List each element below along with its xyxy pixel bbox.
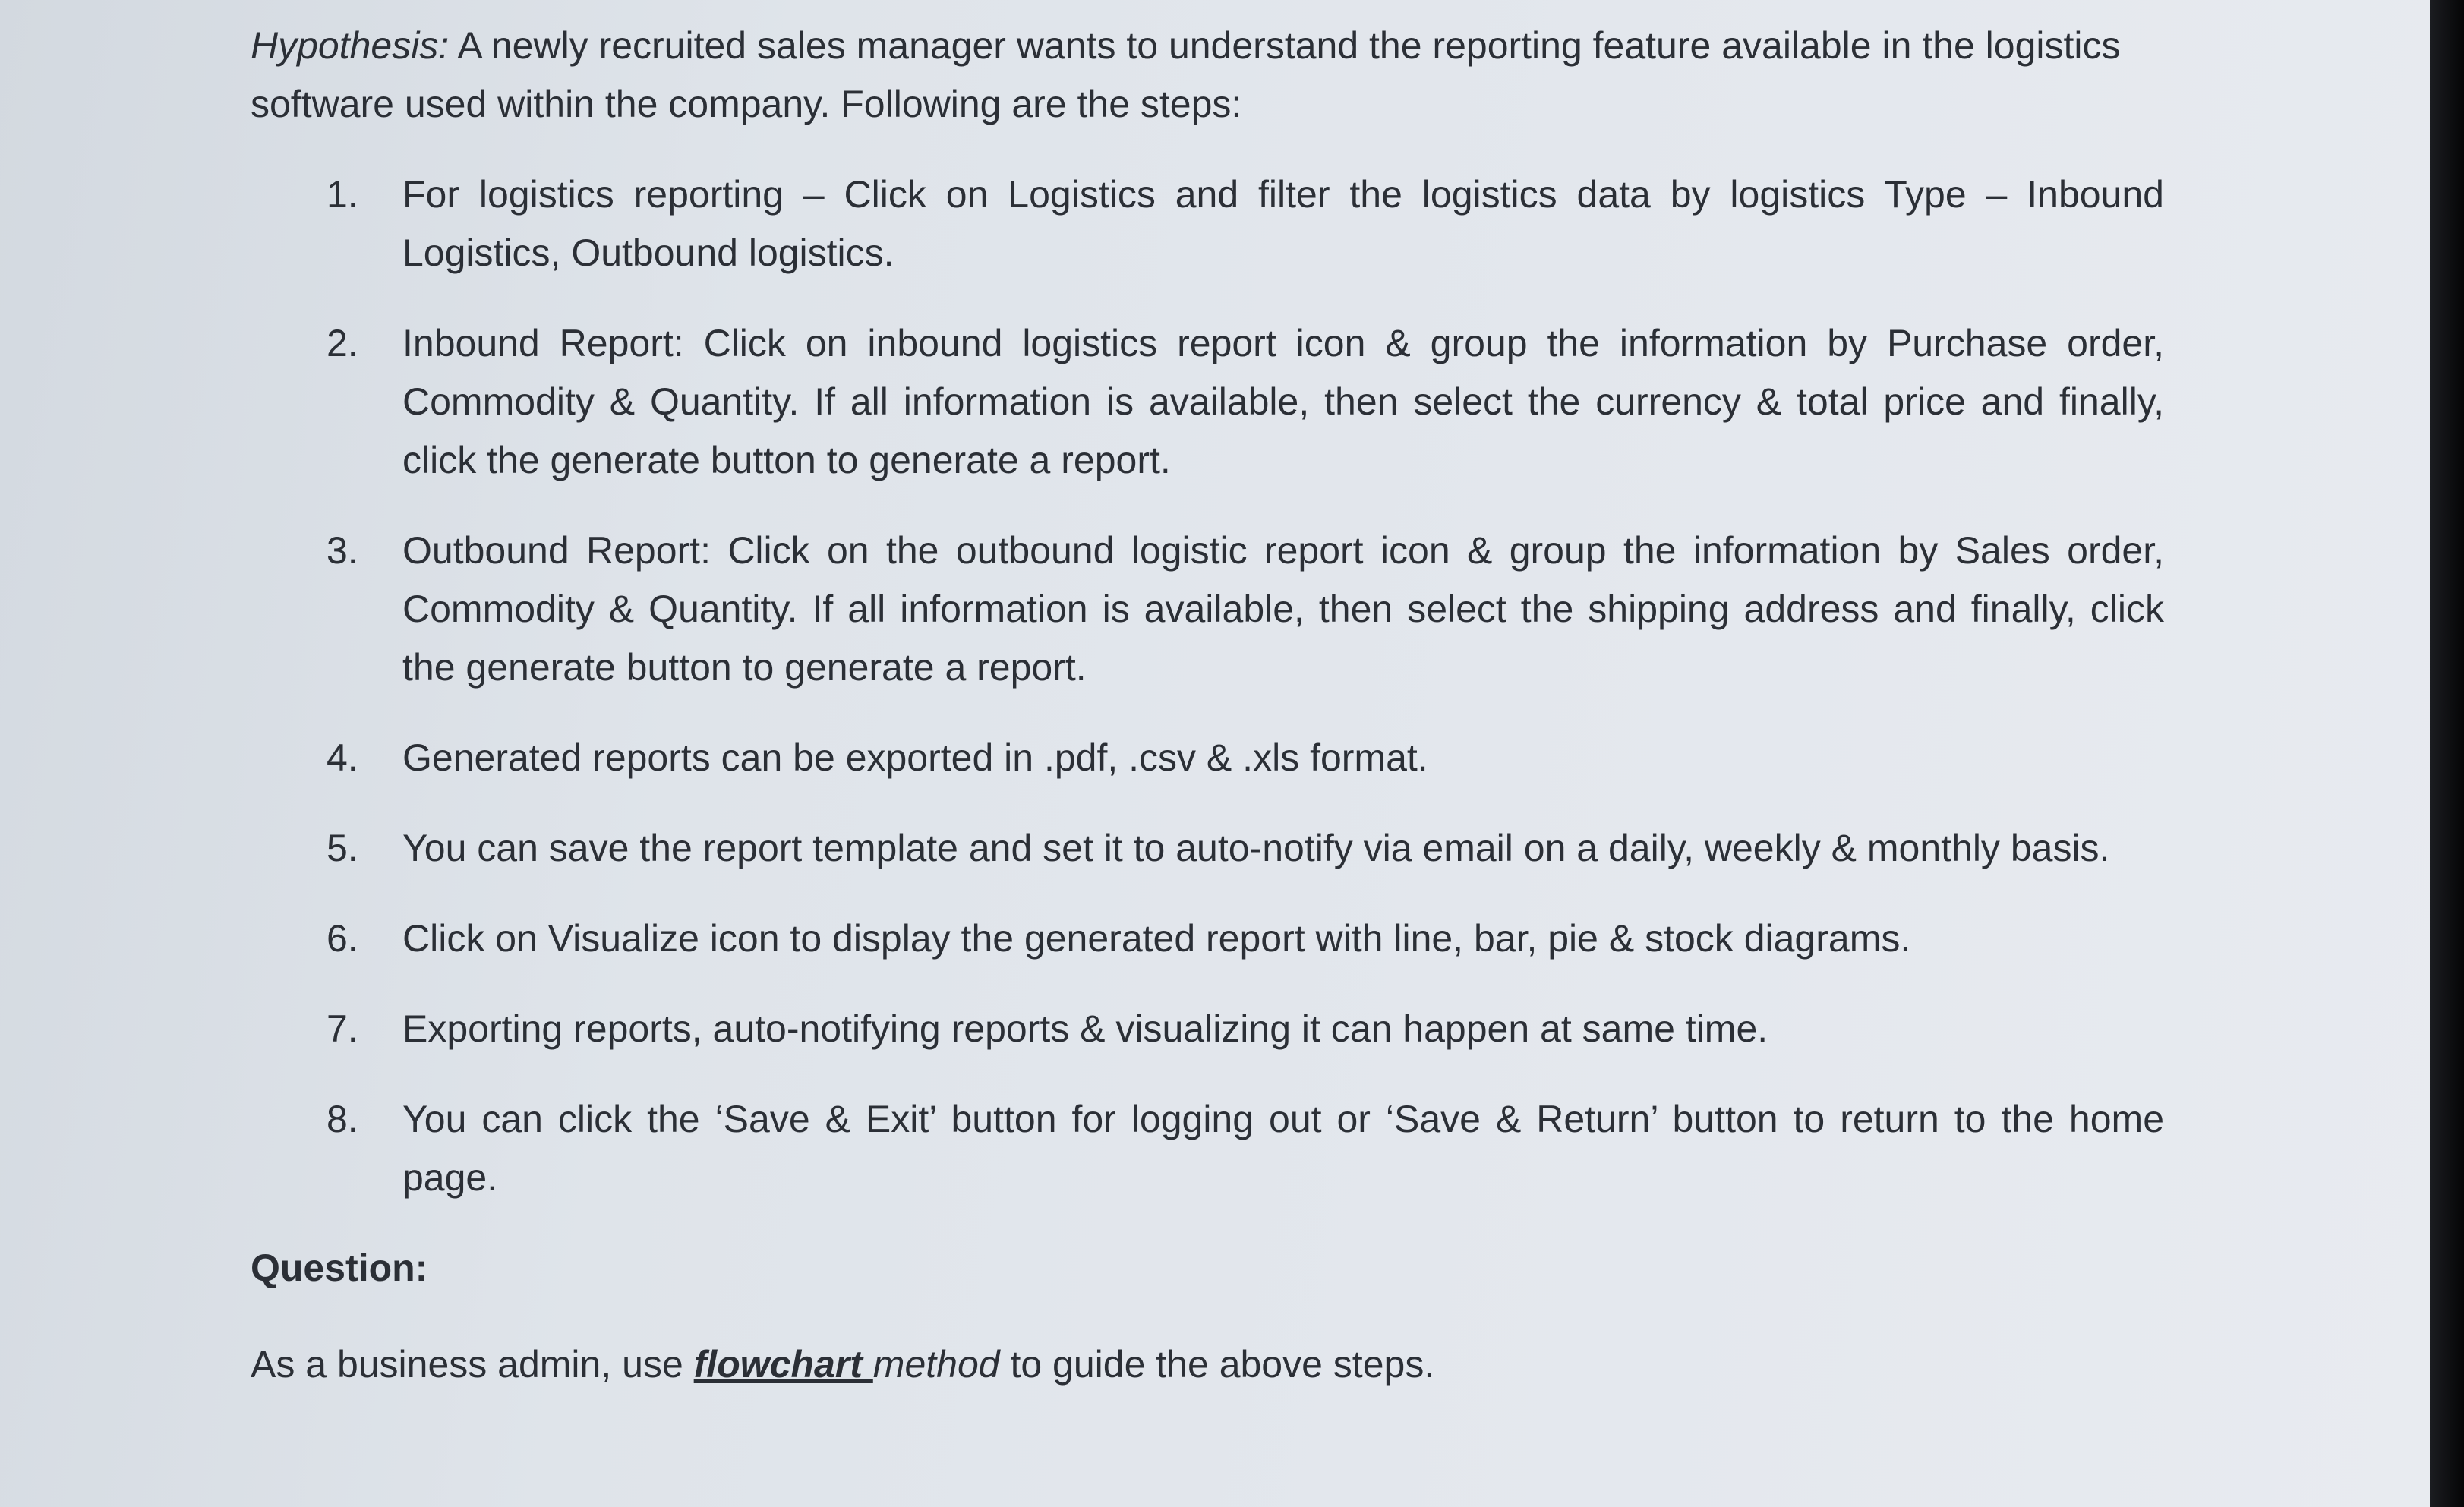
question-suffix: to guide the above steps. bbox=[999, 1343, 1435, 1386]
list-item bbox=[251, 314, 2164, 490]
list-item bbox=[251, 1090, 2164, 1207]
step-number: 2. bbox=[327, 322, 358, 364]
step-number: 7. bbox=[327, 1007, 358, 1050]
question-heading: Question: bbox=[251, 1247, 428, 1289]
list-item bbox=[251, 166, 2164, 282]
step-number: 4. bbox=[327, 736, 358, 779]
monitor-bezel bbox=[2430, 0, 2464, 1507]
list-item bbox=[251, 1000, 2164, 1058]
document-body bbox=[251, 17, 2164, 1432]
step-number: 1. bbox=[327, 173, 358, 216]
step-number: 8. bbox=[327, 1098, 358, 1140]
list-item bbox=[251, 910, 2164, 968]
method-word: method bbox=[872, 1343, 1000, 1386]
steps-list bbox=[251, 166, 2164, 1207]
step-number: 6. bbox=[327, 917, 358, 960]
flowchart-emphasis: flowchart bbox=[693, 1343, 873, 1386]
step-text: Inbound Report: Click on inbound logistics report icon & group the information by Purchase order, Commodity & Quantity. If all information is available, then select the currency & total price and finally, click the generate button to generate a report. bbox=[402, 322, 2164, 481]
step-text: Generated reports can be exported in .pdf, .csv & .xls format. bbox=[402, 736, 1428, 779]
step-text: Outbound Report: Click on the outbound logistic report icon & group the information by Sales order, Commodity & Quantity. If all information is available, then select the shipping address and finally, click the generate button to generate a report. bbox=[402, 529, 2164, 689]
list-item bbox=[251, 522, 2164, 697]
step-text: Click on Visualize icon to display the generated report with line, bar, pie & stock diagrams. bbox=[402, 917, 1911, 960]
step-text: You can click the ‘Save & Exit’ button for logging out or ‘Save & Return’ button to return to the home page. bbox=[402, 1098, 2164, 1199]
list-item bbox=[251, 729, 2164, 787]
question-text bbox=[251, 1335, 2164, 1394]
hypothesis-paragraph bbox=[251, 17, 2164, 134]
step-text: Exporting reports, auto-notifying reports & visualizing it can happen at same time. bbox=[402, 1007, 1768, 1050]
list-item bbox=[251, 819, 2164, 878]
step-text: For logistics reporting – Click on Logistics and filter the logistics data by logistics Type – Inbound Logistics, Outbound logistics. bbox=[402, 173, 2164, 274]
step-number: 5. bbox=[327, 827, 358, 869]
step-text: You can save the report template and set it to auto-notify via email on a daily, weekly & monthly basis. bbox=[402, 827, 2110, 869]
hypothesis-label: Hypothesis: bbox=[251, 24, 450, 67]
step-number: 3. bbox=[327, 529, 358, 572]
question-prefix: As a business admin, use bbox=[251, 1343, 694, 1386]
hypothesis-text: A newly recruited sales manager wants to understand the reporting feature available in the logistics software used within the company. Following are the steps: bbox=[251, 24, 2121, 125]
